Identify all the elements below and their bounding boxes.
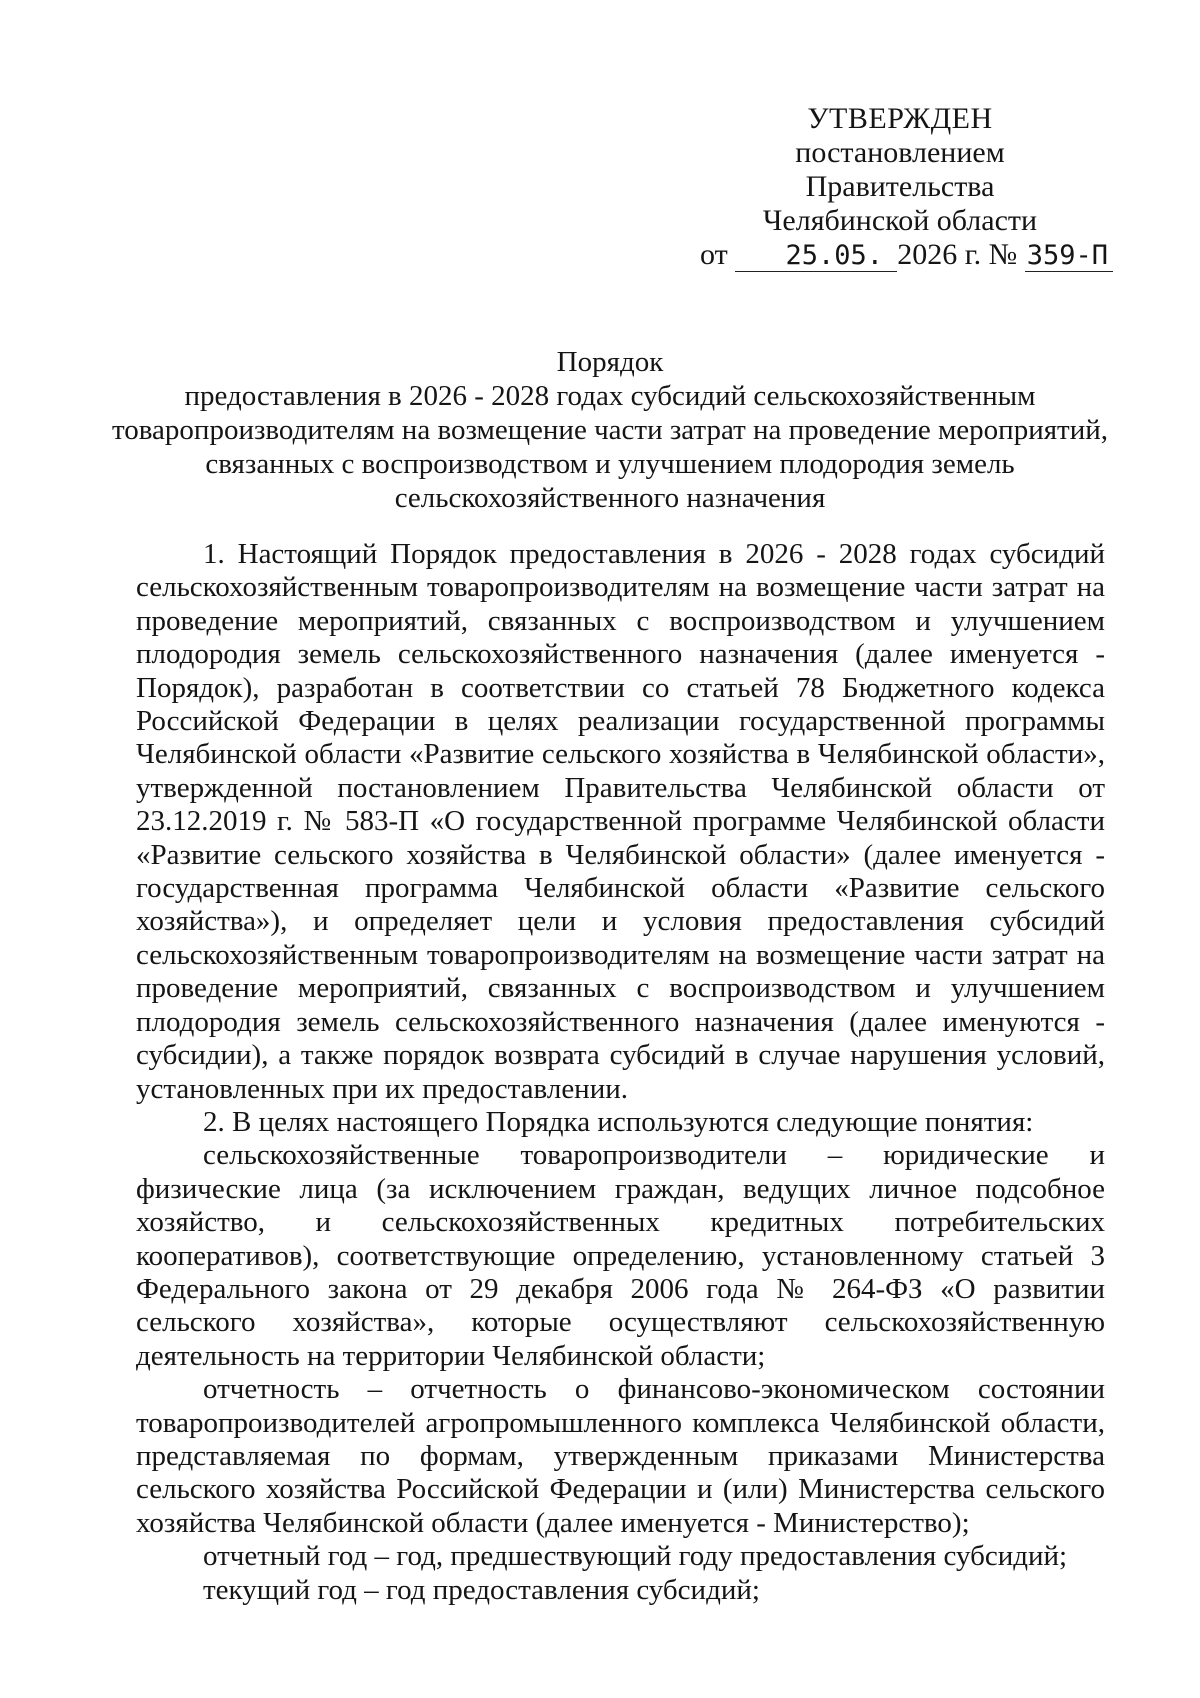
approval-line-1: постановлением Правительства bbox=[795, 136, 1005, 203]
title-line: предоставления в 2026 - 2028 годах субсидий сельскохозяйственным bbox=[184, 380, 1036, 412]
title-line: товаропроизводителям на возмещение части затрат на проведение мероприятий, bbox=[111, 414, 1109, 446]
document-title bbox=[110, 345, 1110, 515]
paragraph: сельскохозяйственные товаропроизводители – юридические и физические лица (за исключением граждан, ведущих личное подсобное хозяйство, и сельскохозяйственных кредитных потребительских кооперативов), соответствующие определению, установленному статьей 3 Федерального закона от 29 декабря 2006 года № 264-ФЗ «О развитии сельского хозяйства», которые осуществляют сельскохозяйственную деятельность на территории Челябинской области; bbox=[136, 1139, 1105, 1372]
paragraph: текущий год – год предоставления субсидий; bbox=[203, 1573, 760, 1606]
approval-stamp bbox=[700, 102, 1109, 272]
approval-line-2: Челябинской области bbox=[762, 204, 1038, 237]
title-line: связанных с воспроизводством и улучшением плодородия земель bbox=[205, 448, 1015, 480]
paragraph: 1. Настоящий Порядок предоставления в 2026 - 2028 годах субсидий сельскохозяйственным товаропроизводителям на возмещение части затрат на проведение мероприятий, связанных с воспроизводством и улучшением плодородия земель сельскохозяйственного назначения (далее именуется - Порядок), разработан в соответствии со статьей 78 Бюджетного кодекса Российской Федерации в целях реализации государственной программы Челябинской области «Развитие сельского хозяйства в Челябинской области», утвержденной постановлением Правительства Челябинской области от 23.12.2019 г. № 583-П «О государственной программе Челябинской области «Развитие сельского хозяйства в Челябинской области» (далее именуется - государственная программа Челябинской области «Развитие сельского хозяйства»), и определяет цели и условия предоставления субсидий сельскохозяйственным товаропроизводителям на возмещение части затрат на проведение мероприятий, связанных с воспроизводством и улучшением плодородия земель сельскохозяйственного назначения (далее именуются - субсидии), а также порядок возврата субсидий в случае нарушения условий, установленных при их предоставлении. bbox=[136, 538, 1105, 1105]
resolution-number: 359-П bbox=[1025, 241, 1113, 272]
approval-date-line bbox=[700, 238, 1109, 272]
title-line: сельскохозяйственного назначения bbox=[394, 482, 826, 514]
document-body bbox=[136, 538, 1105, 1607]
resolution-date: 25.05. bbox=[735, 241, 897, 272]
date-prefix: от bbox=[700, 238, 728, 271]
paragraph: отчетность – отчетность о финансово-экономическом состоянии товаропроизводителей агропромышленного комплекса Челябинской области, представляемая по формам, утвержденным приказами Министерства сельского хозяйства Российской Федерации и (или) Министерства сельского хозяйства Челябинской области (далее именуется - Министерство); bbox=[136, 1373, 1105, 1539]
paragraph: отчетный год – год, предшествующий году предоставления субсидий; bbox=[203, 1540, 1068, 1573]
approval-heading: УТВЕРЖДЕН bbox=[807, 102, 993, 135]
paragraph: 2. В целях настоящего Порядка используются следующие понятия: bbox=[203, 1105, 1034, 1138]
year-text: 2026 г. № bbox=[897, 238, 1018, 271]
title-line: Порядок bbox=[556, 346, 664, 378]
